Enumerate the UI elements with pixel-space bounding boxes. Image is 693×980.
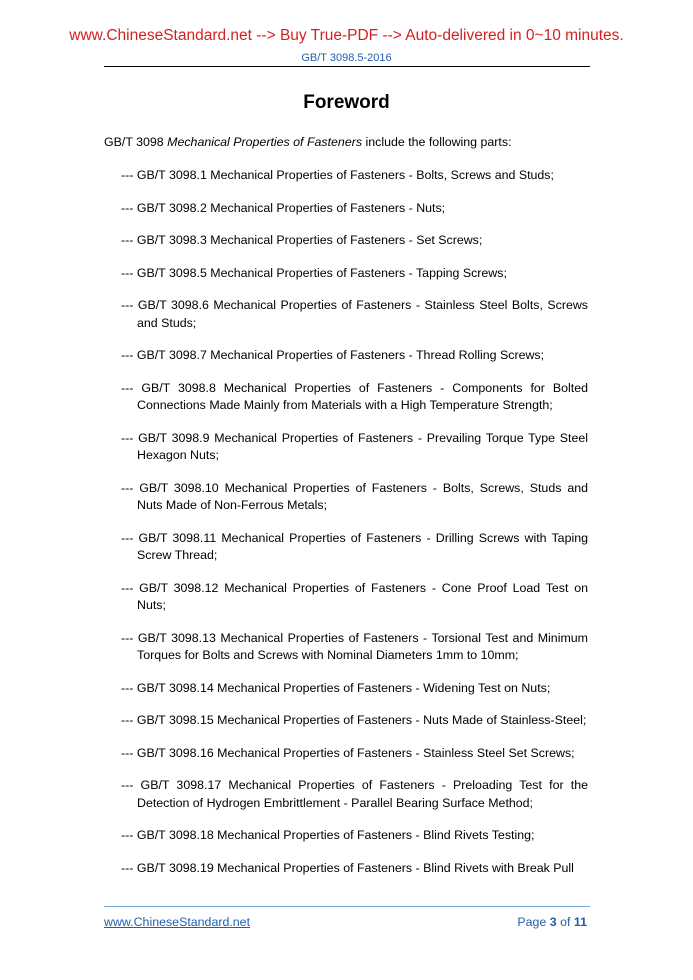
document-number: GB/T 3098.5-2016 <box>301 52 392 64</box>
list-item: --- GB/T 3098.17 Mechanical Properties of Fasteners - Preloading Test for the Detection of Hydrogen Embrittlement - Parallel Bearing Surface Method; <box>121 778 588 810</box>
parts-list <box>121 167 588 892</box>
page-title: Foreword <box>303 92 390 113</box>
list-item: --- GB/T 3098.1 Mechanical Properties of Fasteners - Bolts, Screws and Studs; <box>121 168 554 182</box>
page-label: Page <box>517 915 550 929</box>
list-item: --- GB/T 3098.11 Mechanical Properties of Fasteners - Drilling Screws with Taping Screw Thread; <box>121 530 588 562</box>
header-divider <box>104 66 590 67</box>
list-item: --- GB/T 3098.18 Mechanical Properties of Fasteners - Blind Rivets Testing; <box>121 828 535 842</box>
page-total: 11 <box>573 915 587 929</box>
list-item: --- GB/T 3098.16 Mechanical Properties of Fasteners - Stainless Steel Set Screws; <box>121 745 575 760</box>
list-item: --- GB/T 3098.3 Mechanical Properties of Fasteners - Set Screws; <box>121 233 483 247</box>
list-item: --- GB/T 3098.14 Mechanical Properties of Fasteners - Widening Test on Nuts; <box>121 680 551 695</box>
list-item: --- GB/T 3098.9 Mechanical Properties of Fasteners - Prevailing Torque Type Steel Hexagon Nuts; <box>121 430 588 462</box>
header-banner[interactable]: www.ChineseStandard.net --> Buy True-PDF --> Auto-delivered in 0~10 minutes. <box>69 27 624 44</box>
list-item: --- GB/T 3098.10 Mechanical Properties of Fasteners - Bolts, Screws, Studs and Nuts Made of Non-Ferrous Metals; <box>121 480 588 512</box>
list-item: --- GB/T 3098.19 Mechanical Properties of Fasteners - Blind Rivets with Break Pull <box>121 860 574 875</box>
footer-site-link[interactable]: www.ChineseStandard.net <box>104 915 251 929</box>
intro-series-title: Mechanical Properties of Fasteners <box>167 135 363 149</box>
list-item: --- GB/T 3098.7 Mechanical Properties of Fasteners - Thread Rolling Screws; <box>121 348 545 362</box>
page-indicator <box>517 915 587 929</box>
intro-suffix: include the following parts: <box>362 135 512 149</box>
list-item: --- GB/T 3098.8 Mechanical Properties of Fasteners - Components for Bolted Connections Made Mainly from Materials with a High Temperature Strength; <box>121 380 588 412</box>
list-item: --- GB/T 3098.12 Mechanical Properties of Fasteners - Cone Proof Load Test on Nuts; <box>121 580 588 612</box>
list-item: --- GB/T 3098.15 Mechanical Properties of Fasteners - Nuts Made of Stainless-Steel; <box>121 713 587 727</box>
list-item: --- GB/T 3098.5 Mechanical Properties of Fasteners - Tapping Screws; <box>121 265 507 280</box>
list-item: --- GB/T 3098.2 Mechanical Properties of Fasteners - Nuts; <box>121 200 446 215</box>
intro-paragraph <box>104 135 590 149</box>
page-current: 3 <box>549 915 557 929</box>
list-item: --- GB/T 3098.13 Mechanical Properties of Fasteners - Torsional Test and Minimum Torques for Bolts and Screws with Nominal Diameters 1mm to 10mm; <box>121 630 588 662</box>
page-of: of <box>556 915 574 929</box>
intro-prefix: GB/T 3098 <box>104 135 168 149</box>
list-item: --- GB/T 3098.6 Mechanical Properties of Fasteners - Stainless Steel Bolts, Screws and Studs; <box>121 298 588 330</box>
footer-divider <box>104 906 590 907</box>
